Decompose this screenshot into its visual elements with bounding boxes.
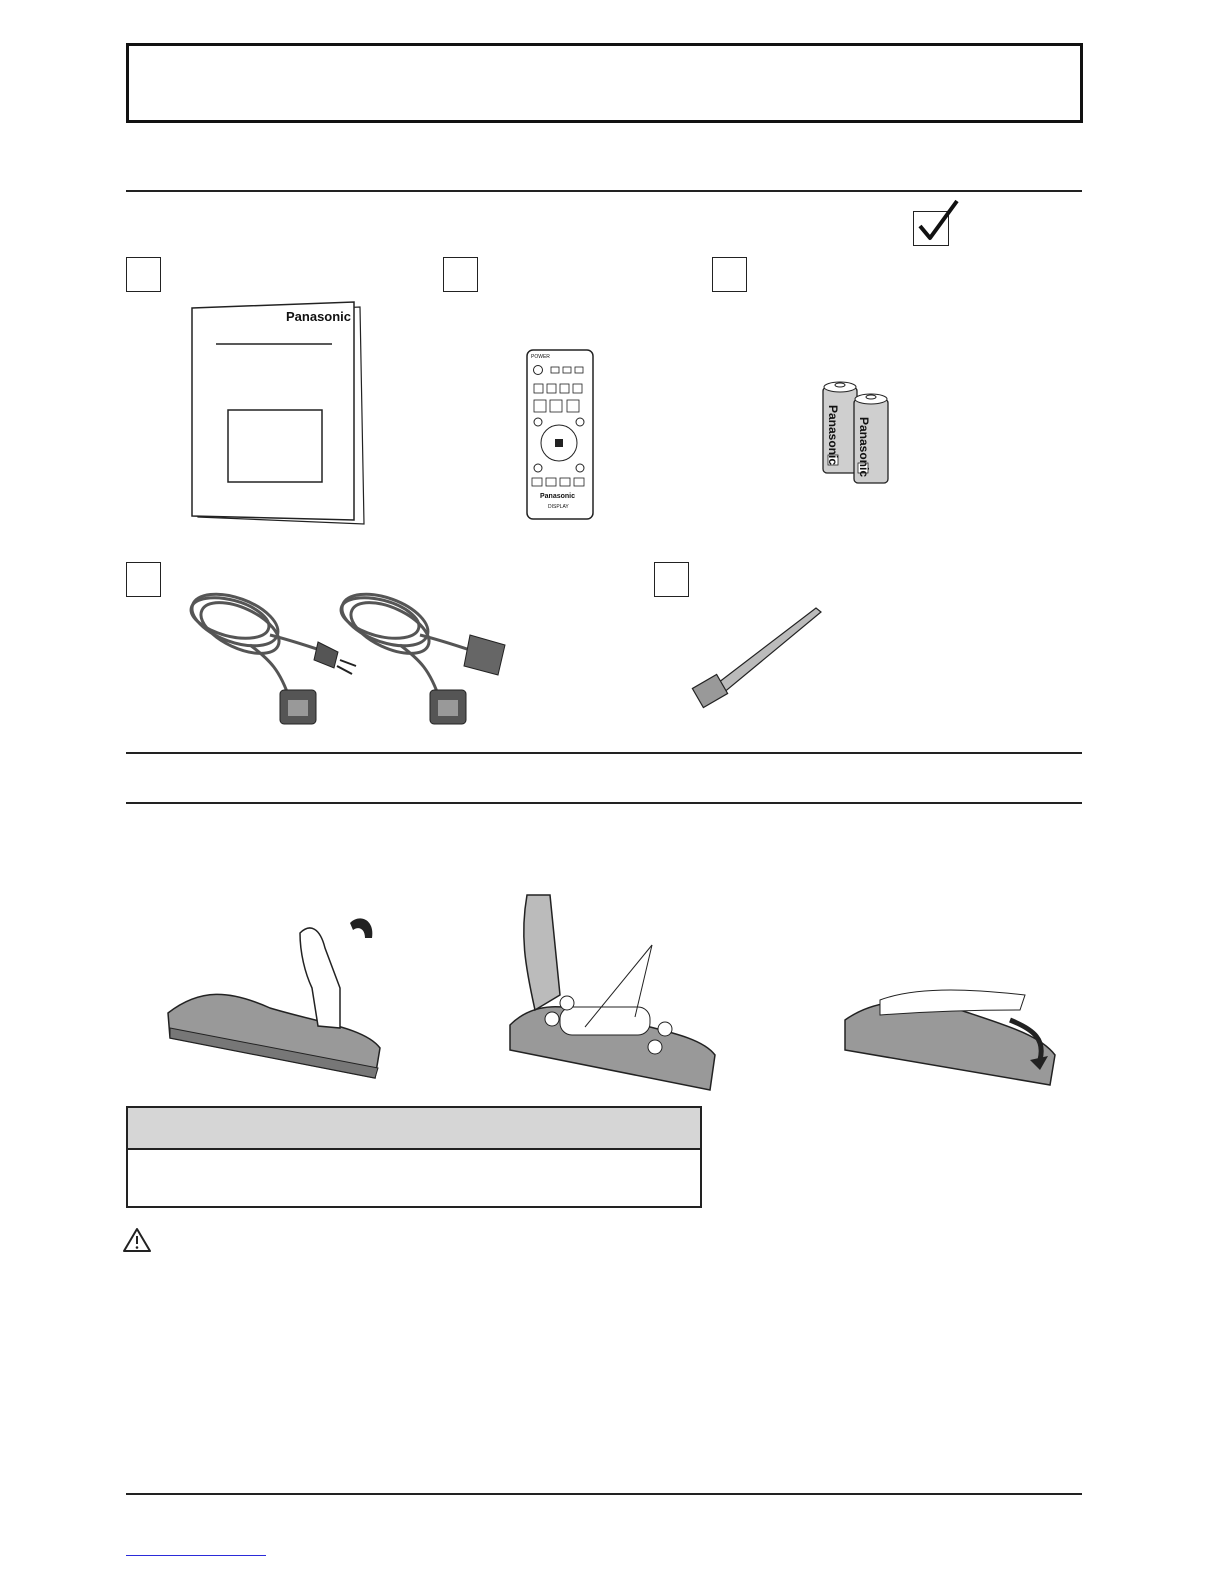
battery-brand-logo-1: Panasonic [826, 405, 840, 466]
remote-close-cover-illustration [840, 980, 1060, 1095]
section-divider-batteries [126, 802, 1082, 804]
remote-insert-batteries-illustration [505, 895, 725, 1095]
item-number-box-4 [126, 562, 161, 597]
booklet-drawing [192, 300, 372, 530]
ac-cord-europe [185, 584, 320, 700]
remote-power-label: POWER [531, 354, 550, 360]
booklet-brand-logo: Panasonic [286, 309, 352, 324]
note-box [126, 1106, 702, 1208]
page-title-box [126, 43, 1083, 123]
section-divider-accessories-end [126, 752, 1082, 754]
section-divider-accessories [126, 190, 1082, 192]
cable-tie-illustration [690, 600, 830, 715]
ac-cord-uk [335, 584, 470, 700]
item-number-box-1 [126, 257, 161, 292]
footer-divider [126, 1493, 1082, 1495]
remote-model-label: DISPLAY [548, 504, 569, 510]
item-number-box-3 [712, 257, 747, 292]
item-number-box-2 [443, 257, 478, 292]
footer-link-underline[interactable] [126, 1555, 266, 1556]
batteries-illustration [818, 375, 908, 490]
remote-brand-logo: Panasonic [540, 493, 576, 500]
item-number-box-5 [654, 562, 689, 597]
caution-icon [122, 1227, 152, 1253]
ac-cords-illustration [180, 590, 540, 740]
checkmark-icon [913, 198, 963, 246]
battery-brand-logo-2: Panasonic [857, 417, 871, 478]
note-box-header [128, 1108, 700, 1150]
remote-open-cover-illustration [160, 918, 390, 1098]
operating-instructions-illustration [192, 300, 372, 530]
remote-control-illustration [527, 350, 593, 520]
